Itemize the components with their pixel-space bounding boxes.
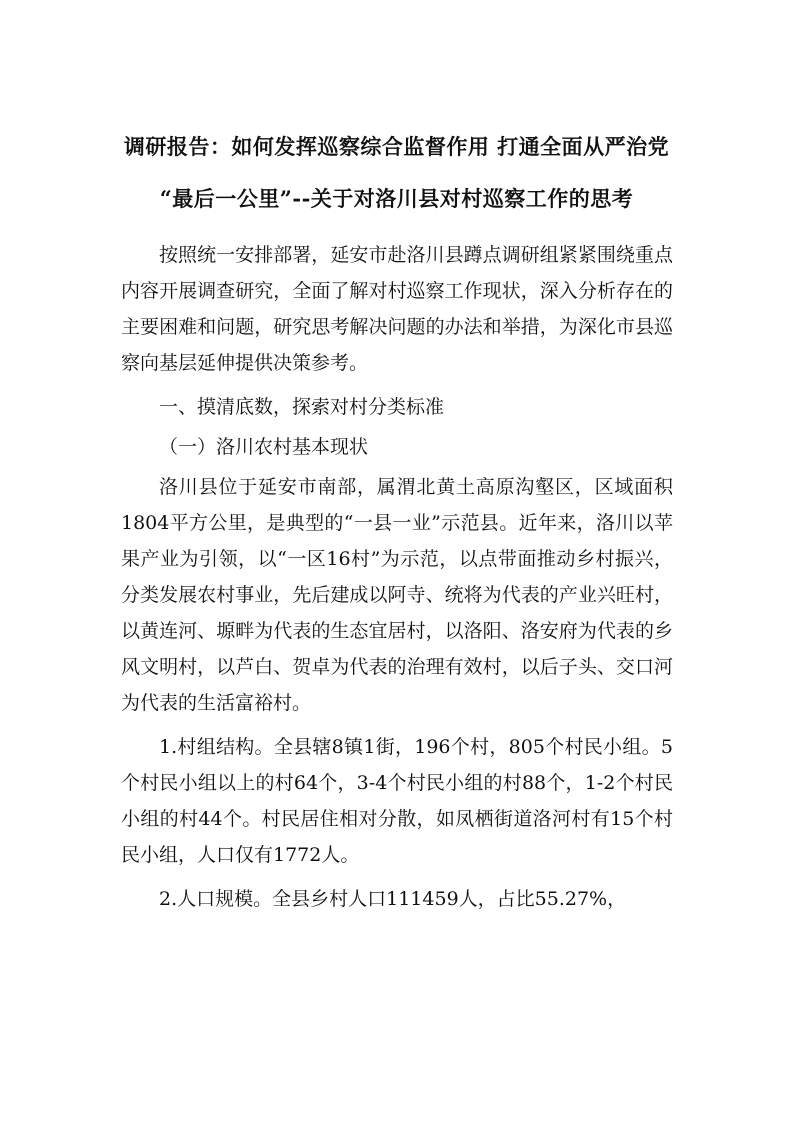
population-paragraph: 2.人口规模。全县乡村人口111459人，占比55.27%， [159, 888, 627, 910]
county-overview-paragraph: 洛川县位于延安市南部，属渭北黄土高原沟壑区，区域面积1804平方公里，是典型的“一县一业”示范县。近年来，洛川以苹果产业为引领，以“一区16村”为示范，以点带面推动乡村振兴，分类发展农村事业，先后建成以阿寺、统将为代表的产业兴旺村，以黄连河、塬畔为代表的生态宜居村，以洛阳、洛安府为代表的乡风文明村，以芦白、贺卓为代表的治理有效村，以后子头、交口河为代表的生活富裕村。 [121, 476, 673, 714]
intro-paragraph: 按照统一安排部署，延安市赴洛川县蹲点调研组紧紧围绕重点内容开展调查研究，全面了解对村巡察工作现状，深入分析存在的主要困难和问题，研究思考解决问题的办法和举措，为深化市县巡察向基层延伸提供决策参考。 [121, 244, 673, 374]
village-structure-paragraph: 1.村组结构。全县辖8镇1街，196个村，805个村民小组。5个村民小组以上的村64个，3-4个村民小组的村88个，1-2个村民小组的村44个。村民居住相对分散，如凤栖街道洛河村有15个村民小组，人口仅有1772人。 [121, 736, 673, 866]
report-title-line-1: 调研报告：如何发挥巡察综合监督作用 打通全面从严治党 [123, 134, 670, 159]
report-title-line-2: “最后一公里”--关于对洛川县对村巡察工作的思考 [159, 186, 634, 211]
report-body [121, 237, 673, 921]
section-heading-1: 一、摸清底数，探索对村分类标准 [159, 396, 445, 418]
subsection-heading-1: （一）洛川农村基本现状 [159, 436, 369, 458]
